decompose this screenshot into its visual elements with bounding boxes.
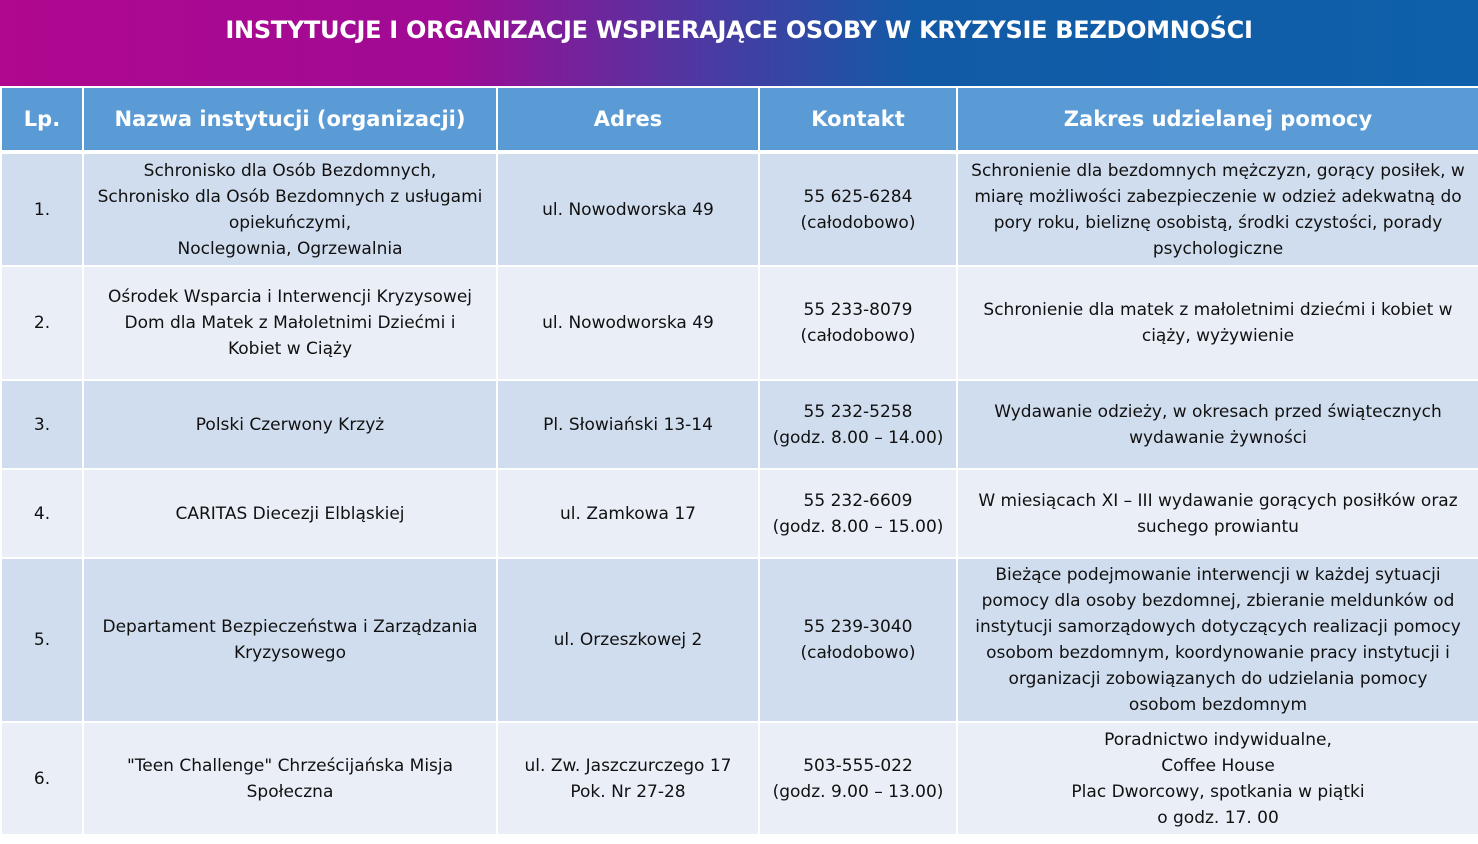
contact-hours: (godz. 8.00 – 14.00) xyxy=(772,427,944,448)
title-banner xyxy=(0,0,1478,86)
cell-line: Departament Bezpieczeństwa i Zarządzania xyxy=(102,617,478,637)
cell-line: Coffee House xyxy=(1161,755,1275,776)
cell-line: Wydawanie odzieży, w okresach przed świątecznych xyxy=(994,401,1442,422)
cell-address xyxy=(497,380,759,469)
cell-lp: 2. xyxy=(1,266,83,380)
column-header-address: Adres xyxy=(497,87,759,152)
cell-line: Dom dla Matek z Małoletnimi Dziećmi i xyxy=(124,313,456,333)
cell-line: psychologiczne xyxy=(1152,238,1284,259)
cell-line: miarę możliwości zabezpieczenie w odzież adekwatną do xyxy=(974,186,1462,207)
cell-line: ul. Zamkowa 17 xyxy=(560,503,696,524)
cell-contact xyxy=(759,469,957,558)
cell-line: ul. Nowodworska 49 xyxy=(542,313,714,333)
cell-line: opiekuńczymi, xyxy=(228,212,352,233)
cell-name xyxy=(83,152,497,266)
cell-line: ul. Nowodworska 49 xyxy=(542,199,714,220)
cell-lp: 3. xyxy=(1,380,83,469)
cell-address xyxy=(497,152,759,266)
cell-line: "Teen Challenge" Chrześcijańska Misja xyxy=(126,755,454,776)
table-row xyxy=(1,469,1478,558)
cell-name xyxy=(83,380,497,469)
cell-line: Polski Czerwony Krzyż xyxy=(195,414,385,435)
cell-line: osobom bezdomnym, koordynowanie pracy instytucji i xyxy=(986,643,1450,663)
cell-name xyxy=(83,722,497,835)
cell-line: Kryzysowego xyxy=(234,643,346,663)
cell-line: CARITAS Diecezji Elbląskiej xyxy=(175,503,405,524)
cell-line: ciąży, wyżywienie xyxy=(1141,326,1295,346)
cell-address xyxy=(497,722,759,835)
cell-line: Pok. Nr 27-28 xyxy=(570,781,686,802)
cell-lp: 5. xyxy=(1,558,83,722)
cell-name xyxy=(83,558,497,722)
cell-line: Bieżące podejmowanie interwencji w każdej sytuacji xyxy=(995,565,1441,585)
cell-scope xyxy=(957,380,1478,469)
table-row xyxy=(1,152,1478,266)
contact-hours: (całodobowo) xyxy=(800,326,916,346)
institutions-table xyxy=(0,86,1478,836)
cell-line: pory roku, bieliznę osobistą, środki czystości, porady xyxy=(993,212,1443,233)
column-header-lp: Lp. xyxy=(1,87,83,152)
cell-line: W miesiącach XI – III wydawanie gorących posiłków oraz xyxy=(978,490,1458,511)
page-title: INSTYTUCJE I ORGANIZACJE WSPIERAJĄCE OSOBY W KRYZYSIE BEZDOMNOŚCI xyxy=(225,16,1253,44)
cell-line: Schronienie dla bezdomnych mężczyzn, gorący posiłek, w xyxy=(971,160,1465,181)
cell-name xyxy=(83,266,497,380)
phone-number: 55 239-3040 xyxy=(803,617,913,637)
cell-line: Ośrodek Wsparcia i Interwencji Kryzysowej xyxy=(107,287,473,307)
cell-line: suchego prowiantu xyxy=(1137,516,1299,537)
cell-line: wydawanie żywności xyxy=(1129,427,1307,448)
contact-hours: (godz. 9.00 – 13.00) xyxy=(772,781,944,802)
cell-scope xyxy=(957,152,1478,266)
cell-lp: 6. xyxy=(1,722,83,835)
cell-line: o godz. 17. 00 xyxy=(1157,807,1279,828)
column-header-contact: Kontakt xyxy=(759,87,957,152)
table-row xyxy=(1,558,1478,722)
cell-line: Schronienie dla matek z małoletnimi dziećmi i kobiet w xyxy=(983,300,1453,320)
cell-contact xyxy=(759,380,957,469)
cell-contact xyxy=(759,266,957,380)
cell-scope xyxy=(957,469,1478,558)
cell-scope xyxy=(957,266,1478,380)
contact-hours: (godz. 8.00 – 15.00) xyxy=(772,516,944,537)
contact-hours: (całodobowo) xyxy=(800,643,916,663)
cell-line: instytucji samorządowych dotyczących realizacji pomocy xyxy=(975,617,1461,637)
cell-address xyxy=(497,266,759,380)
cell-line: Schronisko dla Osób Bezdomnych z usługami xyxy=(97,186,483,207)
phone-number: 503-555-022 xyxy=(803,755,913,776)
cell-line: Noclegownia, Ogrzewalnia xyxy=(177,238,403,259)
cell-lp: 4. xyxy=(1,469,83,558)
cell-contact xyxy=(759,152,957,266)
cell-scope xyxy=(957,558,1478,722)
cell-line: ul. Orzeszkowej 2 xyxy=(553,630,703,650)
table-row xyxy=(1,266,1478,380)
table-header-row xyxy=(1,87,1478,152)
cell-line: Plac Dworcowy, spotkania w piątki xyxy=(1071,781,1365,802)
cell-line: ul. Zw. Jaszczurczego 17 xyxy=(524,755,732,776)
table-row xyxy=(1,722,1478,835)
cell-line: Pl. Słowiański 13-14 xyxy=(543,414,713,435)
phone-number: 55 232-6609 xyxy=(803,490,913,511)
cell-line: Kobiet w Ciąży xyxy=(227,339,353,359)
cell-line: osobom bezdomnym xyxy=(1128,695,1308,715)
cell-name xyxy=(83,469,497,558)
cell-line: organizacji zobowiązanych do udzielania pomocy xyxy=(1008,669,1428,689)
cell-address xyxy=(497,469,759,558)
column-header-name: Nazwa instytucji (organizacji) xyxy=(83,87,497,152)
table-row xyxy=(1,380,1478,469)
cell-address xyxy=(497,558,759,722)
phone-number: 55 233-8079 xyxy=(803,300,913,320)
phone-number: 55 625-6284 xyxy=(803,186,913,207)
contact-hours: (całodobowo) xyxy=(800,212,916,233)
phone-number: 55 232-5258 xyxy=(803,401,913,422)
cell-line: Społeczna xyxy=(246,781,334,802)
cell-contact xyxy=(759,558,957,722)
cell-line: Poradnictwo indywidualne, xyxy=(1104,729,1332,750)
column-header-scope: Zakres udzielanej pomocy xyxy=(957,87,1478,152)
cell-contact xyxy=(759,722,957,835)
cell-line: Schronisko dla Osób Bezdomnych, xyxy=(143,160,437,181)
cell-line: pomocy dla osoby bezdomnej, zbieranie meldunków od xyxy=(981,591,1455,611)
cell-lp: 1. xyxy=(1,152,83,266)
cell-scope xyxy=(957,722,1478,835)
